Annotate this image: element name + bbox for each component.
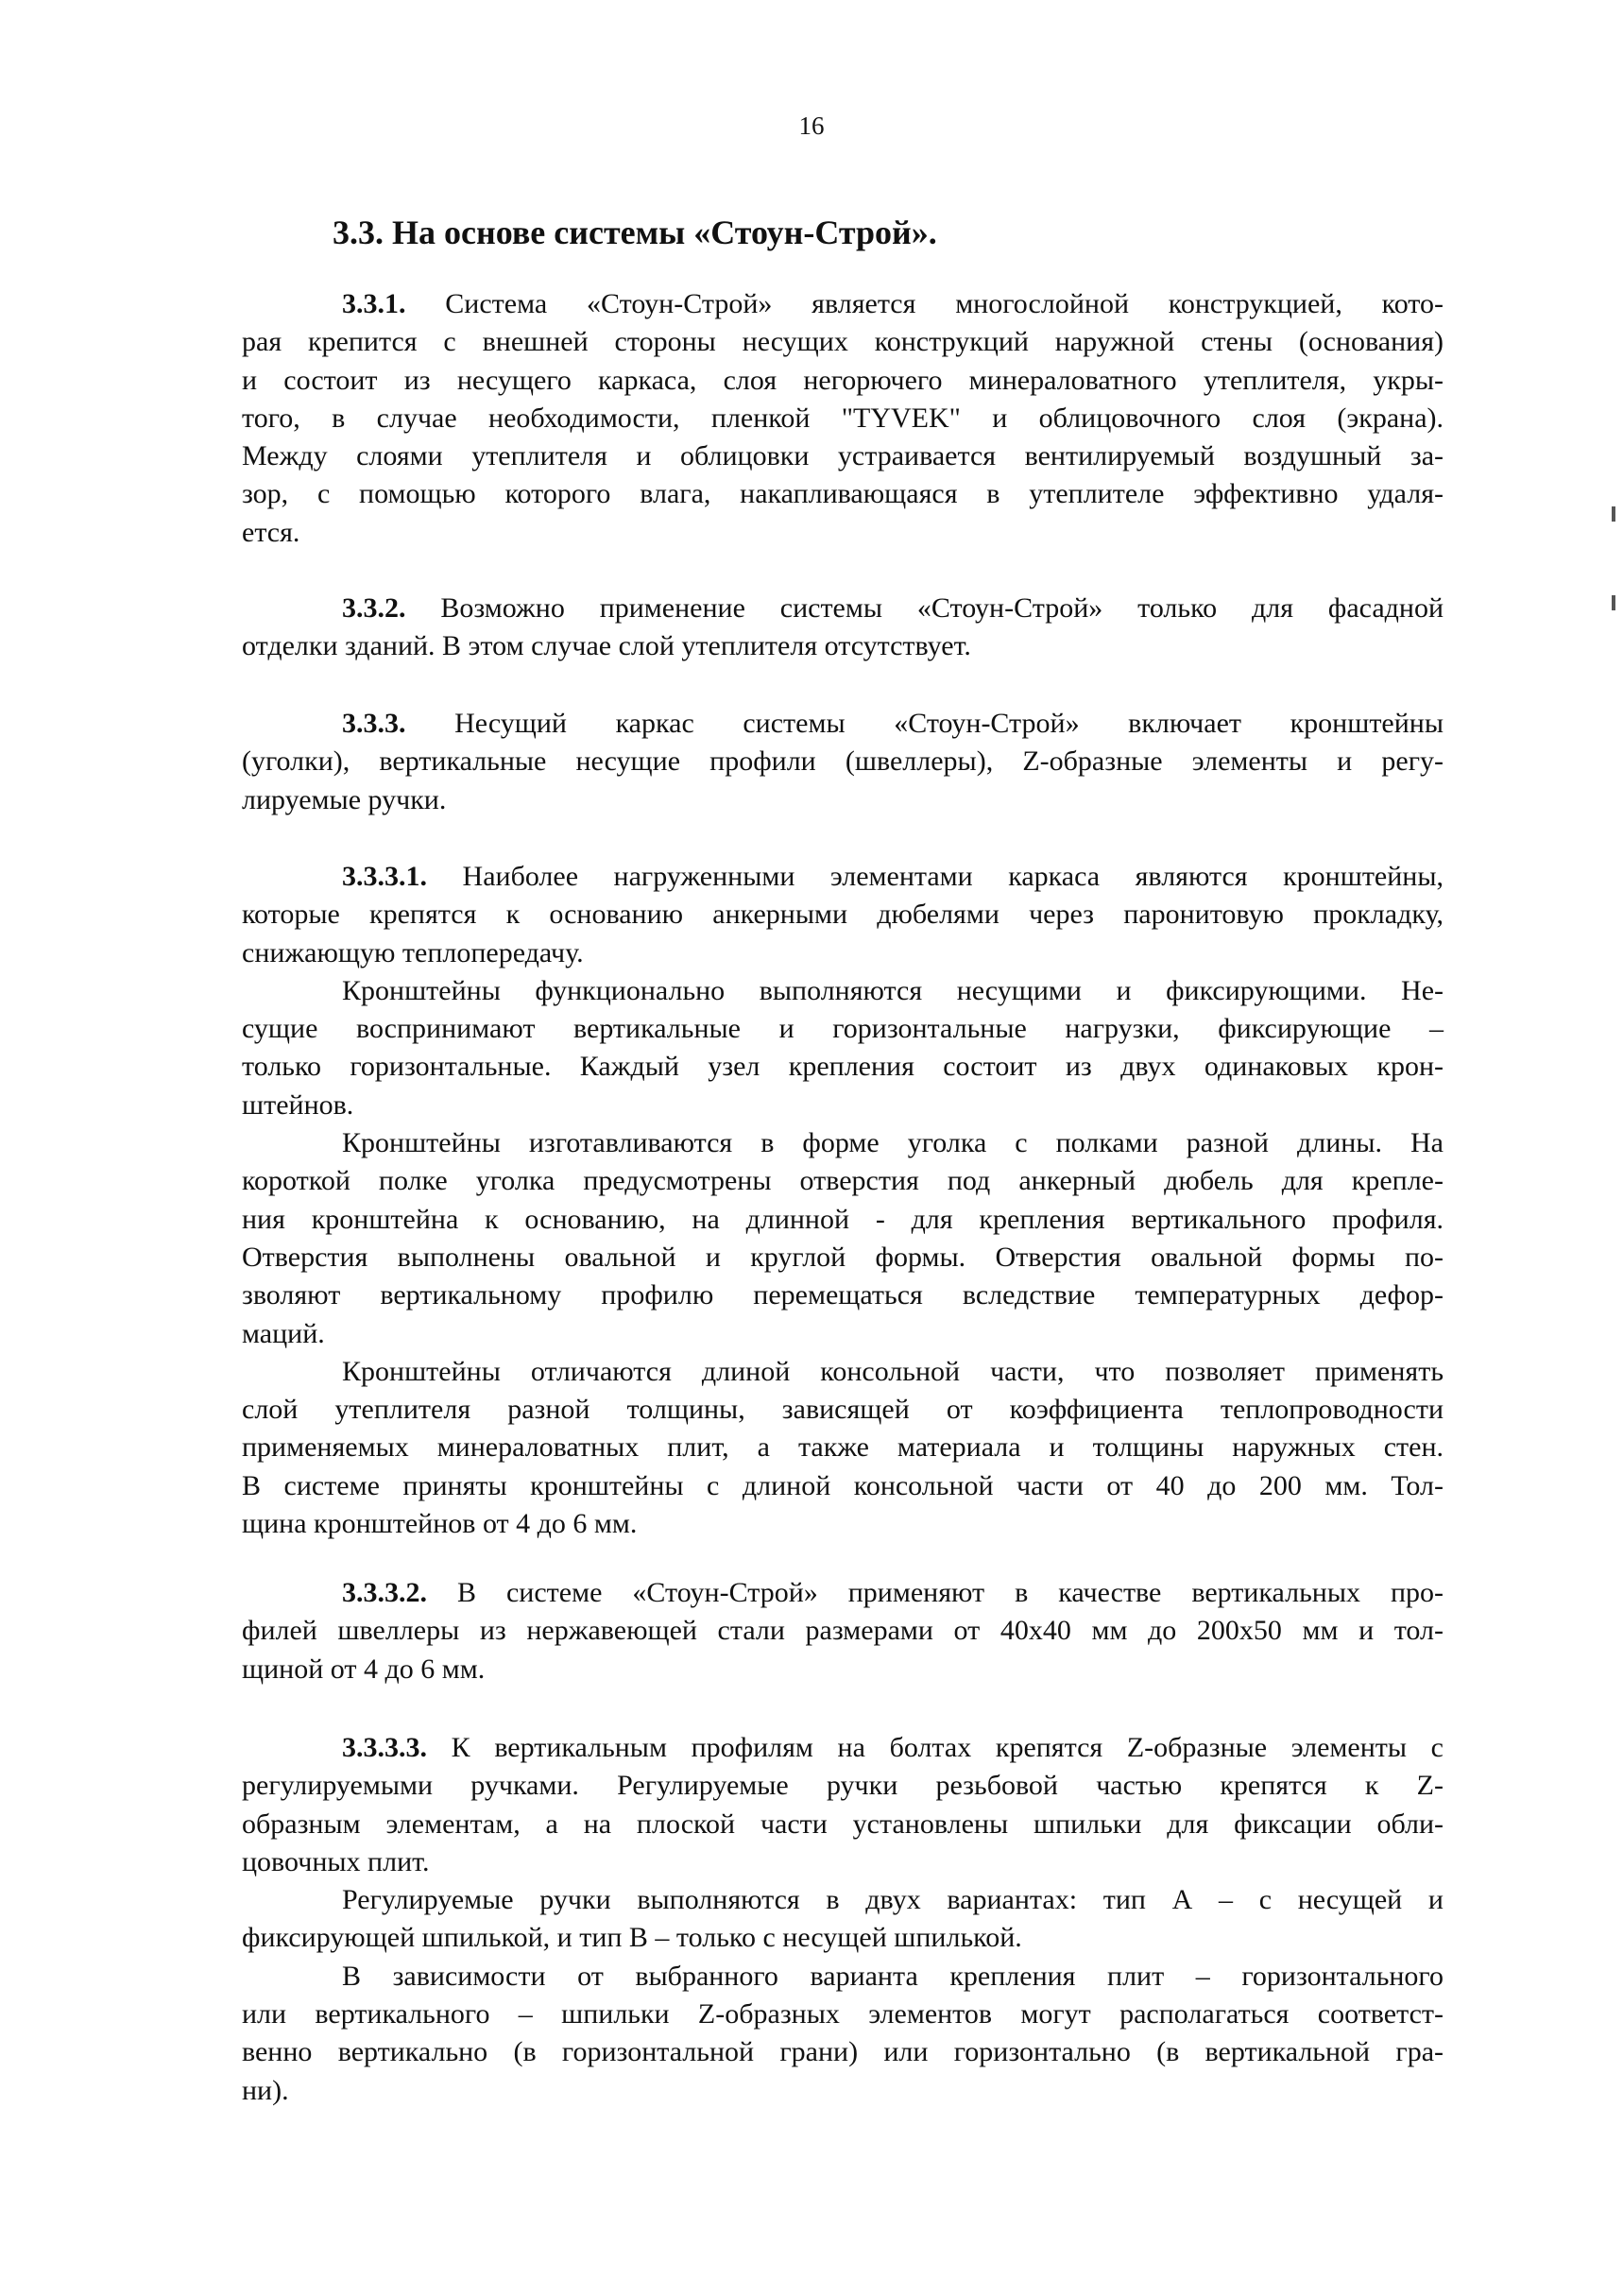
text-line: В системе приняты кронштейны с длиной консольной части от 40 до 200 мм. Тол- <box>242 1469 1444 1501</box>
text-line: ния кронштейна к основанию, на длинной - для крепления вертикального профиля. <box>242 1203 1444 1235</box>
text-line: Регулируемые ручки выполняются в двух вариантах: тип А – с несущей и <box>342 1884 1444 1916</box>
text-line <box>242 1729 1444 1767</box>
text-line-content: К вертикальным профилям на болтах крепятся Z-образные элементы с <box>451 1732 1444 1763</box>
text-line: В зависимости от выбранного варианта крепления плит – горизонтального <box>342 1960 1444 1992</box>
text-line: применяемых минераловатных плит, а также материала и толщины наружных стен. <box>242 1431 1444 1464</box>
text-line: венно вертикально (в горизонтальной грани) или горизонтально (в вертикальной гра- <box>242 2036 1444 2068</box>
text-line <box>242 1574 1444 1612</box>
paragraph-3-3-3-3 <box>242 1729 1444 2110</box>
text-line: образным элементам, а на плоской части установлены шпильки для фиксации обли- <box>242 1808 1444 1840</box>
clause-number: 3.3.3.2. <box>342 1577 427 1608</box>
text-line: цовочных плит. <box>242 1845 430 1877</box>
text-line: слой утеплителя разной толщины, зависящей от коэффициента теплопроводности <box>242 1394 1444 1426</box>
text-line <box>242 590 1444 627</box>
text-line: щина кронштейнов от 4 до 6 мм. <box>242 1508 638 1540</box>
text-line: лируемые ручки. <box>242 783 447 815</box>
text-line: зор, с помощью которого влага, накапливающаяся в утеплителе эффективно удаля- <box>242 478 1444 510</box>
paragraph-3-3-3-2 <box>242 1574 1444 1688</box>
text-line: Кронштейны изготавливаются в форме уголка с полками разной длины. На <box>342 1127 1444 1159</box>
clause-number: 3.3.3. <box>342 708 406 739</box>
clause-number: 3.3.3.1. <box>342 861 427 892</box>
paragraph-3-3-2 <box>242 590 1444 666</box>
text-line: Отверстия выполнены овальной и круглой формы. Отверстия овальной формы по- <box>242 1241 1444 1273</box>
scan-artifact <box>1612 506 1615 522</box>
text-line: фиксирующей шпилькой, и тип В – только с несущей шпилькой. <box>242 1922 1022 1954</box>
text-line-content: Несущий каркас системы «Стоун-Строй» включает кронштейны <box>454 708 1444 739</box>
text-line: короткой полке уголка предусмотрены отверстия под анкерный дюбель для крепле- <box>242 1165 1444 1197</box>
text-line: регулируемыми ручками. Регулируемые ручки резьбовой частью крепятся к Z- <box>242 1770 1444 1802</box>
text-line: отделки зданий. В этом случае слой утеплителя отсутствует. <box>242 630 971 662</box>
text-line: Кронштейны отличаются длиной консольной части, что позволяет применять <box>342 1355 1444 1387</box>
text-line: которые крепятся к основанию анкерными дюбелями через паронитовую прокладку, <box>242 899 1444 931</box>
text-line-content: Возможно применение системы «Стоун-Строй» только для фасадной <box>440 592 1444 624</box>
text-line: щиной от 4 до 6 мм. <box>242 1653 486 1685</box>
paragraph-3-3-1 <box>242 285 1444 552</box>
text-line: ни). <box>242 2074 289 2106</box>
text-line: рая крепится с внешней стороны несущих конструкций наружной стены (основания) <box>242 326 1444 358</box>
text-line: Между слоями утеплителя и облицовки устраивается вентилируемый воздушный за- <box>242 440 1444 472</box>
text-line: Кронштейны функционально выполняются несущими и фиксирующими. Не- <box>342 974 1444 1006</box>
text-line: и состоит из несущего каркаса, слоя негорючего минераловатного утеплителя, укры- <box>242 364 1444 396</box>
text-line: филей швеллеры из нержавеющей стали размерами от 40х40 мм до 200х50 мм и тол- <box>242 1615 1444 1647</box>
text-line: зволяют вертикальному профилю перемещаться вследствие температурных дефор- <box>242 1279 1444 1311</box>
clause-number: 3.3.1. <box>342 288 406 319</box>
paragraph-3-3-3 <box>242 705 1444 819</box>
text-line: ется. <box>242 516 300 548</box>
text-line: (уголки), вертикальные несущие профили (швеллеры), Z-образные элементы и регу- <box>242 745 1444 778</box>
section-heading: 3.3. На основе системы «Стоун-Строй». <box>333 214 937 251</box>
text-line: или вертикального – шпильки Z-образных элементов могут располагаться соответст- <box>242 1998 1444 2030</box>
text-line: только горизонтальные. Каждый узел крепления состоит из двух одинаковых крон- <box>242 1051 1444 1083</box>
paragraph-3-3-3-1 <box>242 858 1444 1543</box>
text-line <box>242 858 1444 896</box>
text-line <box>242 705 1444 743</box>
text-line: маций. <box>242 1317 325 1349</box>
text-line: того, в случае необходимости, пленкой "TYVEK" и облицовочного слоя (экрана). <box>242 402 1444 434</box>
text-line-content: Система «Стоун-Строй» является многослойной конструкцией, кото- <box>445 288 1444 319</box>
scan-artifact <box>1612 595 1615 610</box>
text-line-content: Наиболее нагруженными элементами каркаса являются кронштейны, <box>462 861 1444 892</box>
text-line: штейнов. <box>242 1088 354 1121</box>
text-line <box>242 285 1444 323</box>
clause-number: 3.3.3.3. <box>342 1732 427 1763</box>
text-line: снижающую теплопередачу. <box>242 936 584 968</box>
clause-number: 3.3.2. <box>342 592 406 624</box>
page-number: 16 <box>798 111 825 140</box>
text-line: сущие воспринимают вертикальные и горизонтальные нагрузки, фиксирующие – <box>242 1013 1444 1045</box>
text-line-content: В системе «Стоун-Строй» применяют в качестве вертикальных про- <box>456 1577 1444 1608</box>
